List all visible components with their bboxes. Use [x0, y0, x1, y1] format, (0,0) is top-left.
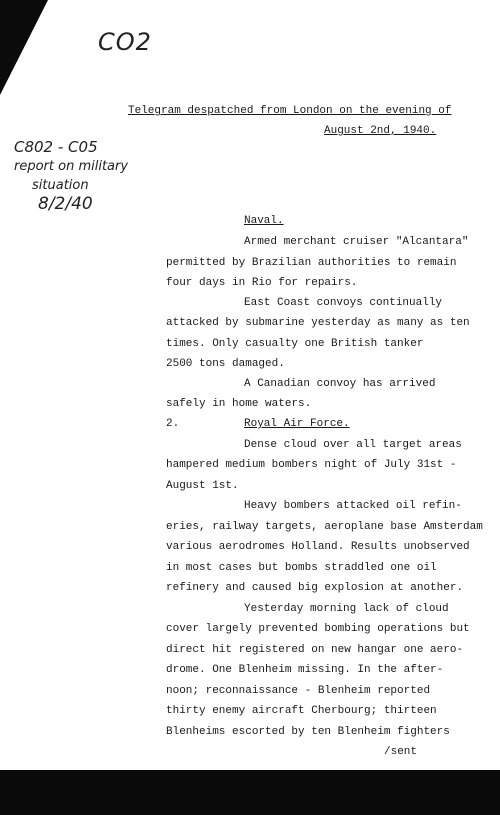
telegram-title-line2: August 2nd, 1940.	[324, 125, 437, 137]
scan-corner-shadow	[0, 0, 48, 95]
body-line: four days in Rio for repairs.	[166, 277, 358, 289]
body-line: in most cases but bombs straddled one oil	[166, 562, 437, 574]
margin-note-line: report on military	[14, 159, 129, 174]
margin-note	[14, 138, 154, 214]
section-heading-naval: Naval.	[244, 215, 284, 227]
body-line: Heavy bombers attacked oil refin-	[244, 500, 462, 512]
handwritten-code: CO2	[98, 28, 152, 56]
body-line: Dense cloud over all target areas	[244, 439, 462, 451]
body-line: thirty enemy aircraft Cherbourg; thirteen	[166, 705, 437, 717]
body-line: Blenheims escorted by ten Blenheim fighters	[166, 726, 450, 738]
body-line: Armed merchant cruiser "Alcantara"	[244, 236, 469, 248]
continuation-marker: /sent	[384, 746, 418, 758]
section-heading-raf: Royal Air Force.	[244, 418, 350, 430]
body-line: eries, railway targets, aeroplane base Amsterdam	[166, 521, 483, 533]
body-line: direct hit registered on new hangar one aero-	[166, 644, 464, 656]
body-line: 2500 tons damaged.	[166, 358, 285, 370]
body-line: permitted by Brazilian authorities to remain	[166, 257, 457, 269]
telegram-title-line1: Telegram despatched from London on the evening of	[128, 105, 452, 117]
scan-bottom-border	[0, 770, 500, 815]
body-line: drome. One Blenheim missing. In the after-	[166, 664, 444, 676]
body-line: various aerodromes Holland. Results unobserved	[166, 541, 470, 553]
body-line: hampered medium bombers night of July 31st -	[166, 459, 457, 471]
body-line: noon; reconnaissance - Blenheim reported	[166, 685, 431, 697]
body-line: refinery and caused big explosion at another.	[166, 582, 464, 594]
body-line: safely in home waters.	[166, 398, 312, 410]
body-line: times. Only casualty one British tanker	[166, 338, 424, 350]
body-line: cover largely prevented bombing operations but	[166, 623, 470, 635]
margin-note-line: C802 - C05	[14, 138, 98, 156]
body-line: A Canadian convoy has arrived	[244, 378, 436, 390]
body-line: Yesterday morning lack of cloud	[244, 603, 449, 615]
body-line: August 1st.	[166, 480, 239, 492]
margin-note-line: situation	[32, 178, 89, 193]
body-line: East Coast convoys continually	[244, 297, 443, 309]
body-line: attacked by submarine yesterday as many as ten	[166, 317, 470, 329]
margin-note-date: 8/2/40	[38, 194, 93, 214]
section-number: 2.	[166, 418, 180, 430]
